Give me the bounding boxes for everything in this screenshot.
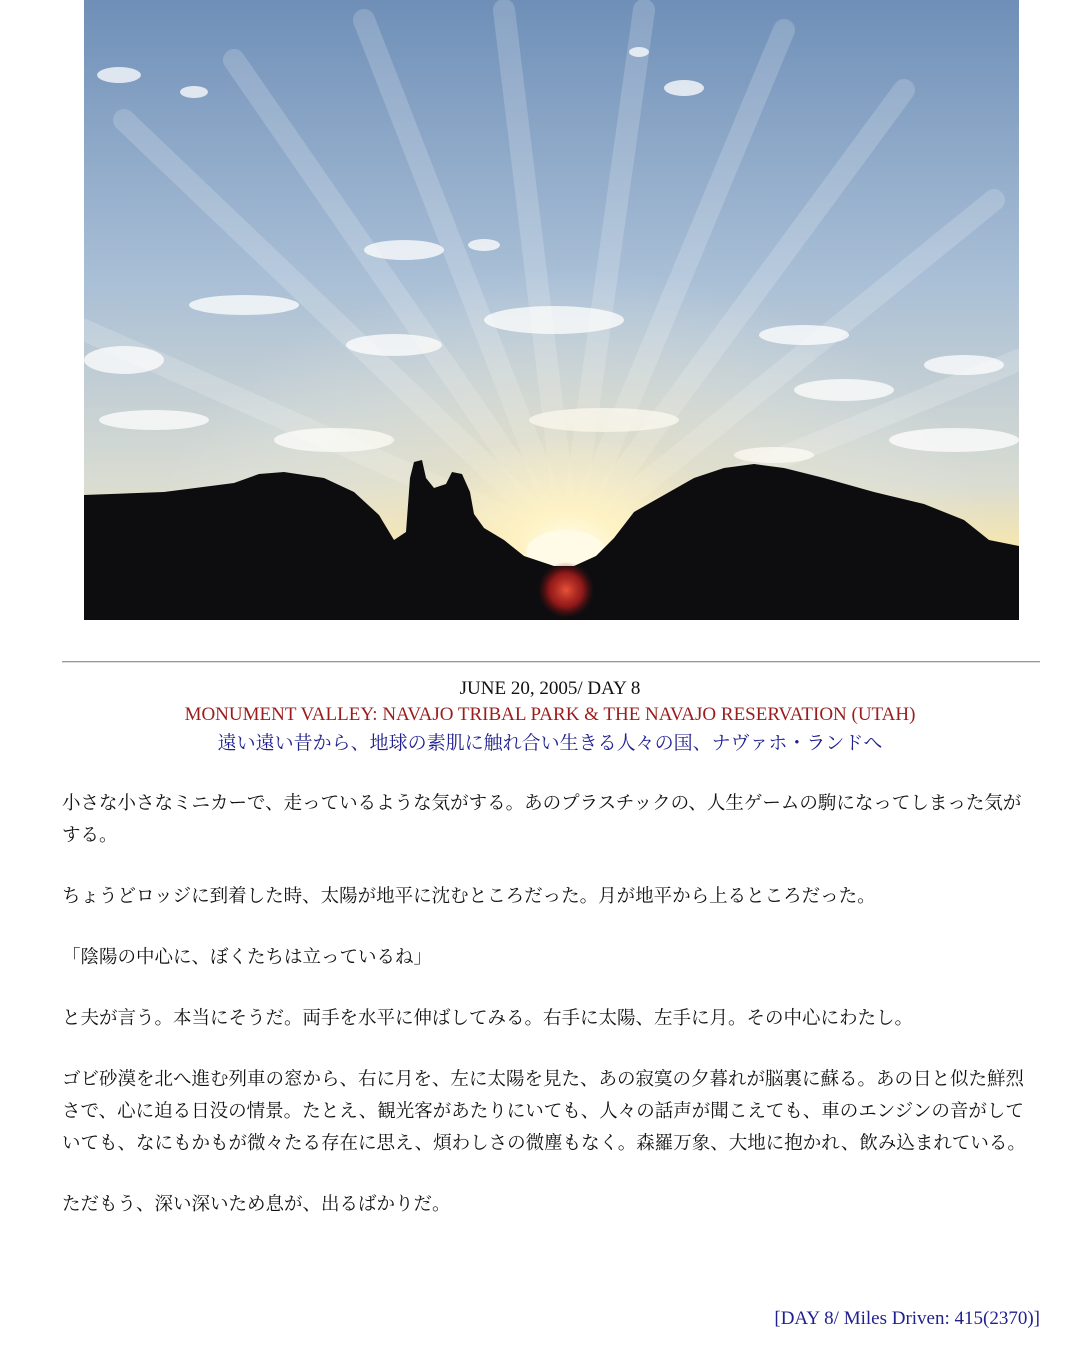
lens-flare <box>538 562 594 618</box>
paragraph: 「陰陽の中心に、ぼくたちは立っているね」 <box>62 947 433 968</box>
sunset-monument-valley-photo <box>84 0 1019 620</box>
entry-heading <box>40 676 1060 758</box>
entry-body <box>62 788 1030 1250</box>
paragraph: 小さな小さなミニカーで、走っているような気がする。あのプラスチックの、人生ゲームの駒になってしまった気がする。 <box>62 793 1022 846</box>
entry-date: JUNE 20, 2005/ DAY 8 <box>459 678 641 699</box>
entry-place: MONUMENT VALLEY: NAVAJO TRIBAL PARK & THE NAVAJO RESERVATION (UTAH) <box>184 704 916 725</box>
horizontal-rule <box>62 661 1040 663</box>
entry-subtitle: 遠い遠い昔から、地球の素肌に触れ合い生きる人々の国、ナヴァホ・ランドへ <box>217 732 883 754</box>
paragraph: ただもう、深い深いため息が、出るばかりだ。 <box>62 1194 451 1215</box>
paragraph: ちょうどロッジに到着した時、太陽が地平に沈むところだった。月が地平から上るところだった。 <box>62 886 876 907</box>
paragraph: と夫が言う。本当にそうだ。両手を水平に伸ばしてみる。右手に太陽、左手に月。その中心にわたし。 <box>62 1008 914 1029</box>
paragraph: ゴビ砂漠を北へ進む列車の窓から、右に月を、左に太陽を見た、あの寂寞の夕暮れが脳裏に蘇る。あの日と似た鮮烈さで、心に迫る日没の情景。たとえ、観光客があたりにいても、人々の話声が聞こえても、車のエンジンの音がしていても、なにもかもが微々たる存在に思え、煩わしさの微塵もなく。森羅万象、大地に抱かれ、飲み込まれている。 <box>62 1069 1026 1154</box>
sunset-photo <box>84 0 1019 620</box>
miles-driven-footer: [DAY 8/ Miles Driven: 415(2370)] <box>774 1308 1040 1329</box>
